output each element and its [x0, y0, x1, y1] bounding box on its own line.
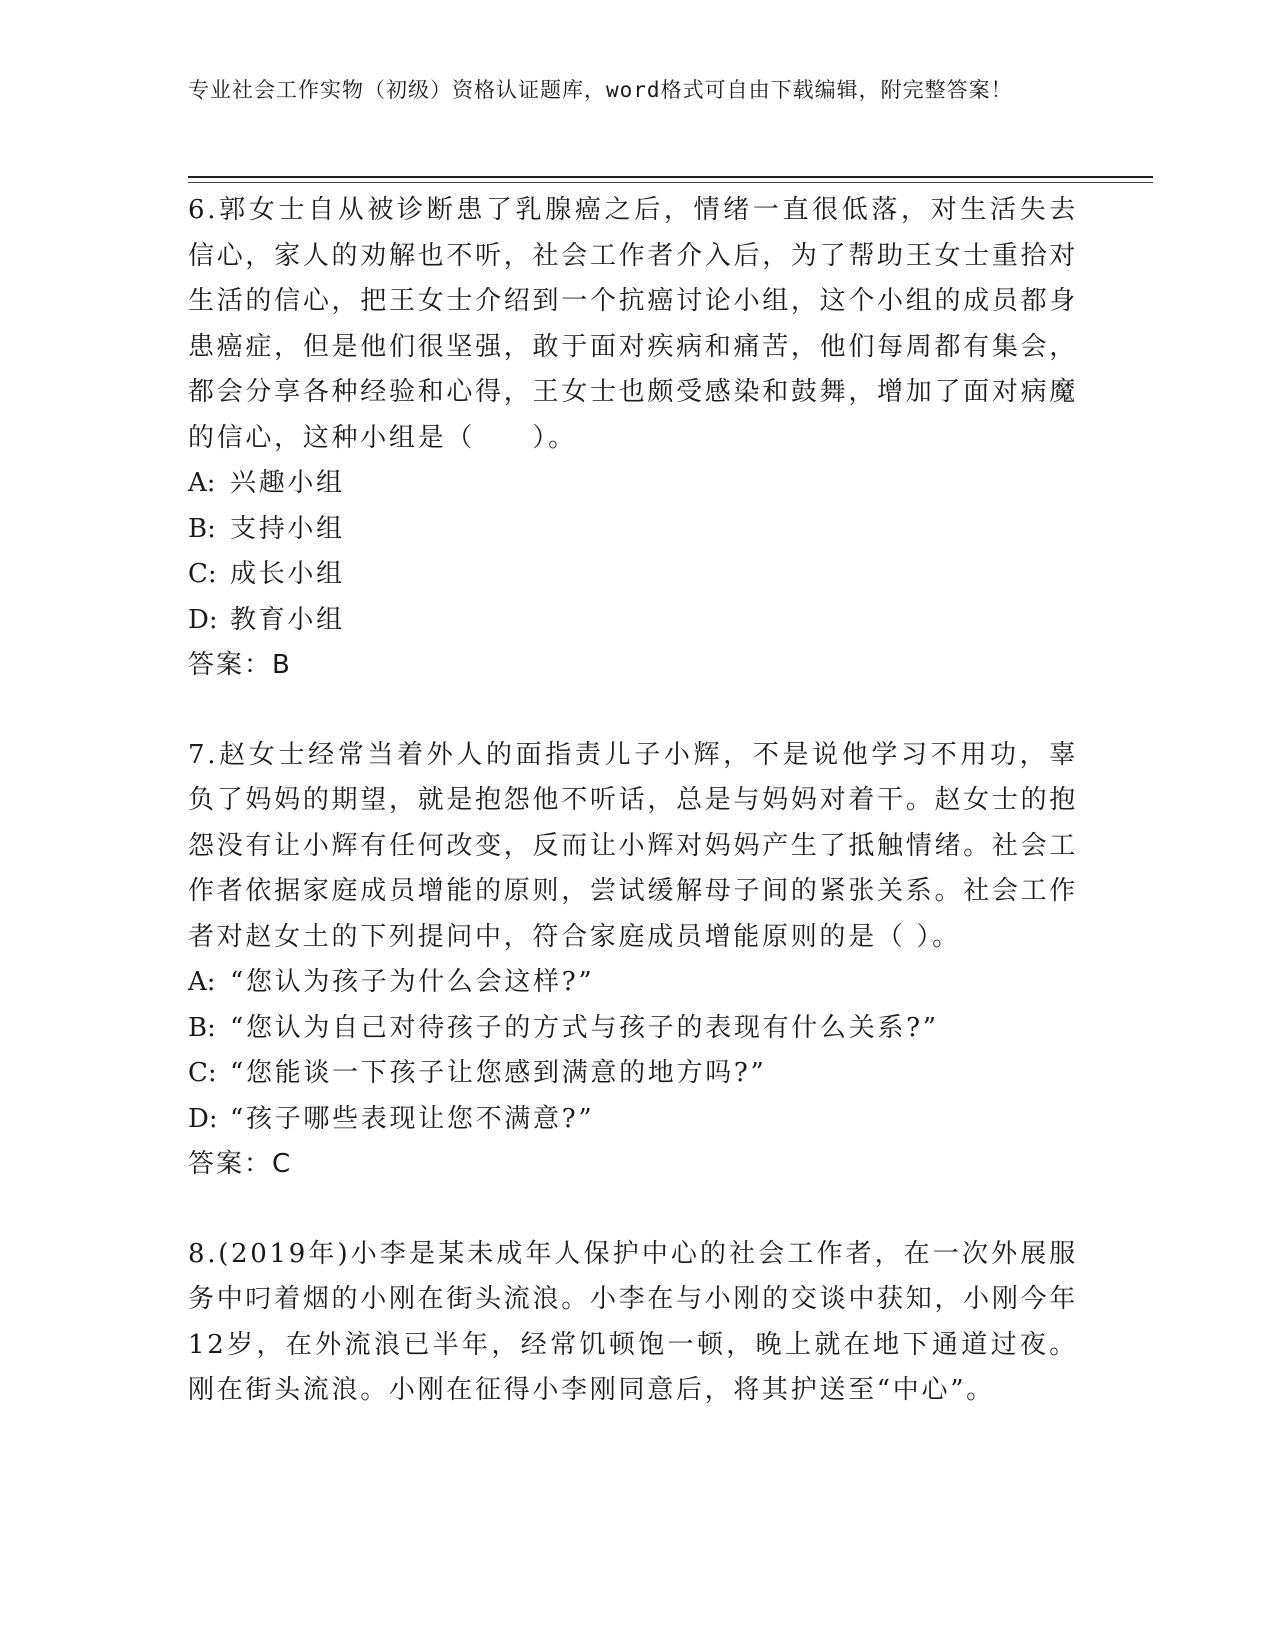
- question-number: 8.: [188, 1238, 219, 1269]
- question-7: [188, 733, 1078, 1188]
- option-text: “您认为自己对待孩子的方式与孩子的表现有什么关系?”: [230, 1012, 939, 1043]
- header-divider: [188, 176, 1153, 178]
- header-divider-thin: [188, 182, 1153, 183]
- option-text: “您能谈一下孩子让您感到满意的地方吗?”: [230, 1058, 767, 1088]
- option-a: [188, 461, 1078, 507]
- option-c: [188, 1051, 1078, 1097]
- option-key: C:: [188, 559, 217, 589]
- option-a: [188, 960, 1078, 1006]
- option-key: A:: [188, 468, 216, 498]
- option-key: B:: [188, 513, 216, 544]
- question-stem: [188, 1232, 1078, 1414]
- answer-line: 答案：C: [188, 1149, 293, 1179]
- document-header: 专业社会工作实物（初级）资格认证题库，word格式可自由下载编辑，附完整答案！: [188, 78, 1013, 102]
- option-key: A:: [188, 967, 216, 997]
- question-number: 7.: [188, 739, 219, 770]
- question-6: [188, 188, 1078, 689]
- question-text: 赵女士经常当着外人的面指责儿子小辉，不是说他学习不用功，辜负了妈妈的期望，就是抱怨他不听话，总是与妈妈对着干。赵女士的抱怨没有让小辉有任何改变，反而让小辉对妈妈产生了抵触情绪。社会工作者依据家庭成员增能的原则，尝试缓解母子间的紧张关系。社会工作者对赵女土的下列提问中，符合家庭成员增能原则的是（ ）。: [188, 739, 1078, 952]
- question-text: (2019年)小李是某未成年人保护中心的社会工作者，在一次外展服务中叼着烟的小刚在街头流浪。小李在与小刚的交谈中获知，小刚今年12岁，在外流浪已半年，经常饥顿饱一顿，晚上就在地下通道过夜。刚在街头流浪。小刚在征得小李刚同意后，将其护送至“中心”。: [188, 1238, 1078, 1405]
- option-c: [188, 552, 1078, 598]
- option-text: 教育小组: [230, 604, 345, 635]
- option-b: [188, 507, 1078, 553]
- question-list: [188, 188, 1078, 1458]
- question-stem: [188, 733, 1078, 961]
- option-d: [188, 1097, 1078, 1143]
- option-key: B:: [188, 1012, 216, 1043]
- question-text: 郭女士自从被诊断患了乳腺癌之后，情绪一直很低落，对生活失去信心，家人的劝解也不听，社会工作者介入后，为了帮助王女士重拾对生活的信心，把王女士介绍到一个抗癌讨论小组，这个小组的成员都身患癌症，但是他们很坚强，敢于面对疾病和痛苦，他们每周都有集会，都会分享各种经验和心得，王女士也颇受感染和鼓舞，增加了面对病魔的信心，这种小组是（ ）。: [188, 195, 1078, 453]
- option-d: [188, 598, 1078, 644]
- option-key: C:: [188, 1058, 217, 1088]
- answer-line: 答案：B: [188, 650, 292, 680]
- option-text: 兴趣小组: [230, 468, 345, 498]
- option-text: 成长小组: [230, 559, 345, 589]
- option-b: [188, 1006, 1078, 1052]
- option-key: D:: [188, 1103, 218, 1134]
- option-key: D:: [188, 604, 218, 635]
- option-text: “孩子哪些表现让您不满意?”: [230, 1103, 595, 1134]
- question-stem: [188, 188, 1078, 461]
- option-text: “您认为孩子为什么会这样?”: [230, 967, 595, 997]
- question-8: [188, 1232, 1078, 1414]
- question-number: 6.: [188, 195, 219, 225]
- option-text: 支持小组: [230, 513, 345, 544]
